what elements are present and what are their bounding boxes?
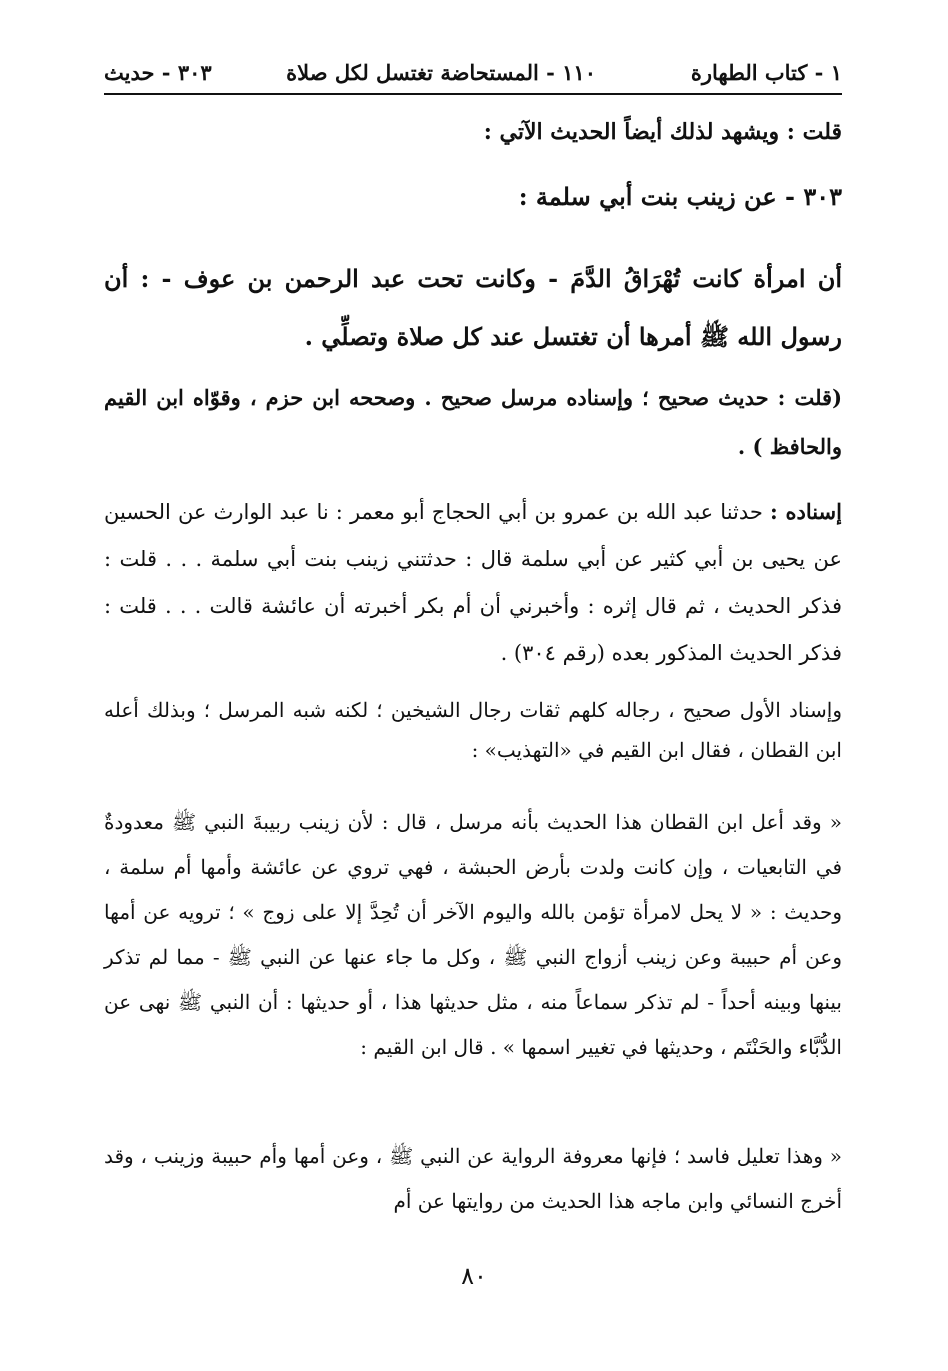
header-chapter-title: ١١٠ - المستحاضة تغتسل لكل صلاة bbox=[286, 60, 596, 85]
intro-paragraph: قلت : ويشهد لذلك أيضاً الحديث الآتي : bbox=[483, 119, 842, 145]
isnad-text: حدثنا عبد الله بن عمرو بن أبي الحجاج أبو معمر : نا عبد الوارث عن الحسين عن يحيى بن أبي كثير عن أبي سلمة قال : حدثتني زينب بنت أبي سلمة . . . قلت : فذكر الحديث ، ثم قال إثره : وأخبرني أن أم بكر أخبرته أن عائشة قالت . . . قلت : فذكر الحديث المذكور بعده (رقم ٣٠٤) . bbox=[104, 500, 842, 665]
first-isnad-paragraph: وإسناد الأول صحيح ، رجاله كلهم ثقات رجال الشيخين ؛ لكنه شبه المرسل ؛ وبذلك أعله ابن القطان ، فقال ابن القيم في «التهذيب» : bbox=[104, 698, 842, 762]
ibn-al-qayyim-quote: « وهذا تعليل فاسد ؛ فإنها معروفة الرواية عن النبي ﷺ ، وعن أمها وأم حبيبة وزينب ، وقد أخرج النسائي وابن ماجه هذا الحديث من روايتها عن أم bbox=[104, 1144, 842, 1213]
grading-paragraph: (قلت : حديث صحيح ؛ وإسناده مرسل صحيح . وصححه ابن حزم ، وقوّاه ابن القيم والحافظ ) . bbox=[104, 385, 843, 459]
page-number: ٨٠ bbox=[461, 1262, 487, 1290]
hadith-text: أن امرأة كانت تُهْرَاقُ الدَّمَ - وكانت تحت عبد الرحمن بن عوف - : أن رسول الله ﷺ أمرها أن تغتسل عند كل صلاة وتصلِّي . bbox=[104, 264, 842, 351]
running-header bbox=[104, 56, 842, 92]
isnad-label: إسناده : bbox=[769, 499, 842, 524]
header-book-title: ١ - كتاب الطهارة bbox=[690, 60, 842, 85]
ibn-al-qattan-quote: « وقد أعل ابن القطان هذا الحديث بأنه مرسل ، قال : لأن زينب ربيبةَ النبي ﷺ معدودةٌ في التابعيات ، وإن كانت ولدت بأرض الحبشة ، فهي تروي عن عائشة وأمها أم سلمة ، وحديث : « لا يحل لامرأة تؤمن بالله واليوم الآخر أن تُحِدَّ إلا على زوج » ؛ ترويه عن أمها وعن أم حبيبة وعن زينب أزواج النبي ﷺ ، وكل ما جاء عنها عن النبي ﷺ - مما لم تذكر بينها وبينه أحداً - لم تذكر سماعاً منه ، مثل حديثها هذا ، أو حديثها : أن النبي ﷺ نهى عن الدُّبَّاء والحَنْتَم ، وحديثها في تغيير اسمها » . قال ابن القيم : bbox=[104, 810, 843, 1059]
hadith-heading: ٣٠٣ - عن زينب بنت أبي سلمة : bbox=[518, 182, 842, 211]
header-rule bbox=[104, 93, 842, 95]
isnad-paragraph bbox=[104, 488, 842, 677]
header-hadith-number: ٣٠٣ - حديث bbox=[104, 60, 212, 85]
